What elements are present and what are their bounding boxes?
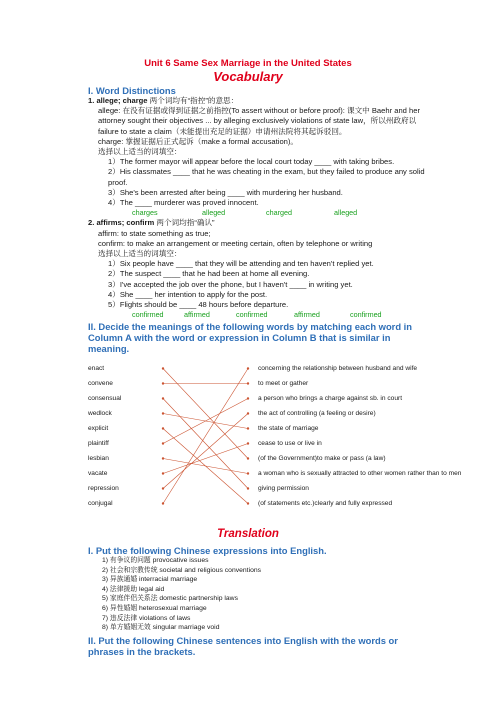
answer: affirmed	[184, 310, 210, 320]
column-b-meaning: a person who brings a charge against sb. in court	[258, 395, 403, 402]
answer: affirmed	[294, 310, 320, 320]
column-b-meaning: (of the Government)to make or pass (a law)	[258, 455, 386, 462]
q1-item: 4）The ____ murderer was proved innocent.	[108, 198, 259, 208]
match-line	[163, 414, 248, 489]
q2-item: 4）She ____ her intention to apply for the post.	[108, 289, 268, 299]
translation-title: Translation	[217, 528, 279, 540]
column-a	[88, 361, 148, 511]
column-b-meaning: to meet or gather	[258, 380, 309, 387]
charge-definition: charge: 掌握证据后正式起诉（make a formal accusation)。	[98, 136, 299, 146]
q2-item: 1）Six people have ____ that they will be attending and ten haven't replied yet.	[108, 259, 374, 269]
translation-section	[88, 545, 428, 657]
translation-item: 7) 违反法律 violations of laws	[102, 614, 191, 622]
column-b-meaning: concerning the relationship between husband and wife	[258, 365, 418, 372]
column-b-meaning: a woman who is sexually attracted to other women rather than to men	[258, 470, 462, 477]
column-a-word: consensual	[88, 395, 122, 402]
answer: charges	[132, 208, 158, 218]
affirm-definition: affirm: to state something as true;	[98, 228, 211, 238]
column-b-meaning: (of statements etc.)clearly and fully expressed	[258, 500, 393, 507]
translation-heading-2: II. Put the following Chinese sentences into English with the words or phrases in the brackets.	[88, 634, 398, 657]
matching-heading: II. Decide the meanings of the following words by matching each word in Column A with the word or expression in Column B that is similar in meaning.	[88, 321, 412, 355]
q2-item: 5）Flights should be ____ 48 hours before departure.	[108, 300, 289, 310]
fill-instruction: 选择以上适当的词填空：	[98, 249, 182, 259]
q2-item: 2）The suspect ____ that he had been at home all evening.	[108, 269, 310, 279]
match-dot-b	[247, 472, 249, 474]
column-a-word: vacate	[88, 470, 108, 477]
match-line	[163, 369, 248, 504]
section-heading: I. Word Distinctions	[88, 85, 176, 96]
translation-item: 2) 社会和宗教传统 societal and religious conventions	[102, 566, 262, 574]
match-line	[163, 399, 248, 444]
translation-item: 3) 异族通婚 interracial marriage	[102, 576, 198, 584]
column-a-word: convene	[88, 380, 113, 387]
answer: confirmed	[132, 310, 164, 320]
translation-item: 5) 家庭伴侣关系法 domestic partnership laws	[102, 595, 238, 603]
q2-answers	[88, 310, 428, 320]
match-line	[163, 459, 248, 474]
column-b-meaning: the act of controlling (a feeling or desire)	[258, 410, 376, 417]
answer: alleged	[202, 208, 226, 218]
q1-answers	[88, 208, 428, 218]
allege-definition: allege: 在没有证据或得到证据之前指控(To assert without or before proof): 课文中 Baehr and her attorney sought their objectives ... by alleging exclusively violations of state law，所以州政府以 failure to state a claim（未能提出充足的证据）申请州法院将其起诉驳回。	[98, 106, 420, 136]
match-dot-b	[247, 457, 249, 459]
translation-item: 4) 法律援助 legal aid	[102, 585, 165, 593]
unit-title: Unit 6 Same Sex Marriage in the United States	[144, 58, 352, 69]
q2-item: 3）I've accepted the job over the phone, but I haven't ____ in writing yet.	[108, 279, 353, 289]
matching-exercise	[88, 361, 462, 531]
answer: confirmed	[236, 310, 268, 320]
column-a-word: wedlock	[88, 410, 112, 417]
q2-title-cn: 两个词均指“确认”	[156, 218, 215, 228]
column-b	[258, 361, 462, 511]
answer: charged	[266, 208, 292, 218]
match-line	[163, 444, 248, 474]
column-a-word: conjugal	[88, 500, 113, 507]
vocabulary-title: Vocabulary	[213, 69, 283, 84]
q1-item: 2）His classmates ____ that he was cheating in the exam, but they failed to produce any solid proof.	[108, 167, 425, 187]
confirm-definition: confirm: to make an arrangement or meeting certain, often by telephone or writing	[98, 238, 373, 248]
answer: alleged	[334, 208, 358, 218]
column-a-word: explicit	[88, 425, 109, 432]
translation-item: 1) 有争议的问题 provocative issues	[102, 557, 209, 564]
q1-title-cn: 两个词均有“指控”的意思：	[149, 96, 239, 105]
translation-item: 6) 异性婚姻 heterosexual marriage	[102, 604, 207, 612]
translation-item: 8) 单方婚姻无效 singular marriage void	[102, 624, 220, 632]
match-line	[163, 369, 248, 459]
q1-title: 1. allege; charge	[88, 96, 148, 105]
match-dot-b	[247, 502, 249, 504]
q1-item: 1）The former mayor will appear before the local court today ____ with taking bribes.	[108, 157, 395, 167]
translation-heading-1: I. Put the following Chinese expressions into English.	[88, 545, 327, 556]
match-line	[163, 399, 248, 489]
column-a-word: repression	[88, 485, 119, 492]
answer: confirmed	[350, 310, 382, 320]
match-dot-b	[247, 487, 249, 489]
column-a-word: enact	[88, 365, 105, 372]
column-b-meaning: giving permission	[258, 485, 309, 492]
q1-item: 3）She's been arrested after being ____ with murdering her husband.	[108, 187, 343, 197]
q2-title: 2. affirms; confirm	[88, 218, 155, 228]
word-distinctions-section	[88, 85, 428, 354]
column-b-meaning: the state of marriage	[258, 425, 319, 432]
fill-instruction: 选择以上适当的词填空：	[98, 147, 182, 157]
column-b-meaning: cease to use or live in	[258, 440, 322, 447]
column-a-word: lesbian	[88, 455, 109, 462]
column-a-word: plaintiff	[88, 440, 109, 447]
match-dot-b	[247, 427, 249, 429]
